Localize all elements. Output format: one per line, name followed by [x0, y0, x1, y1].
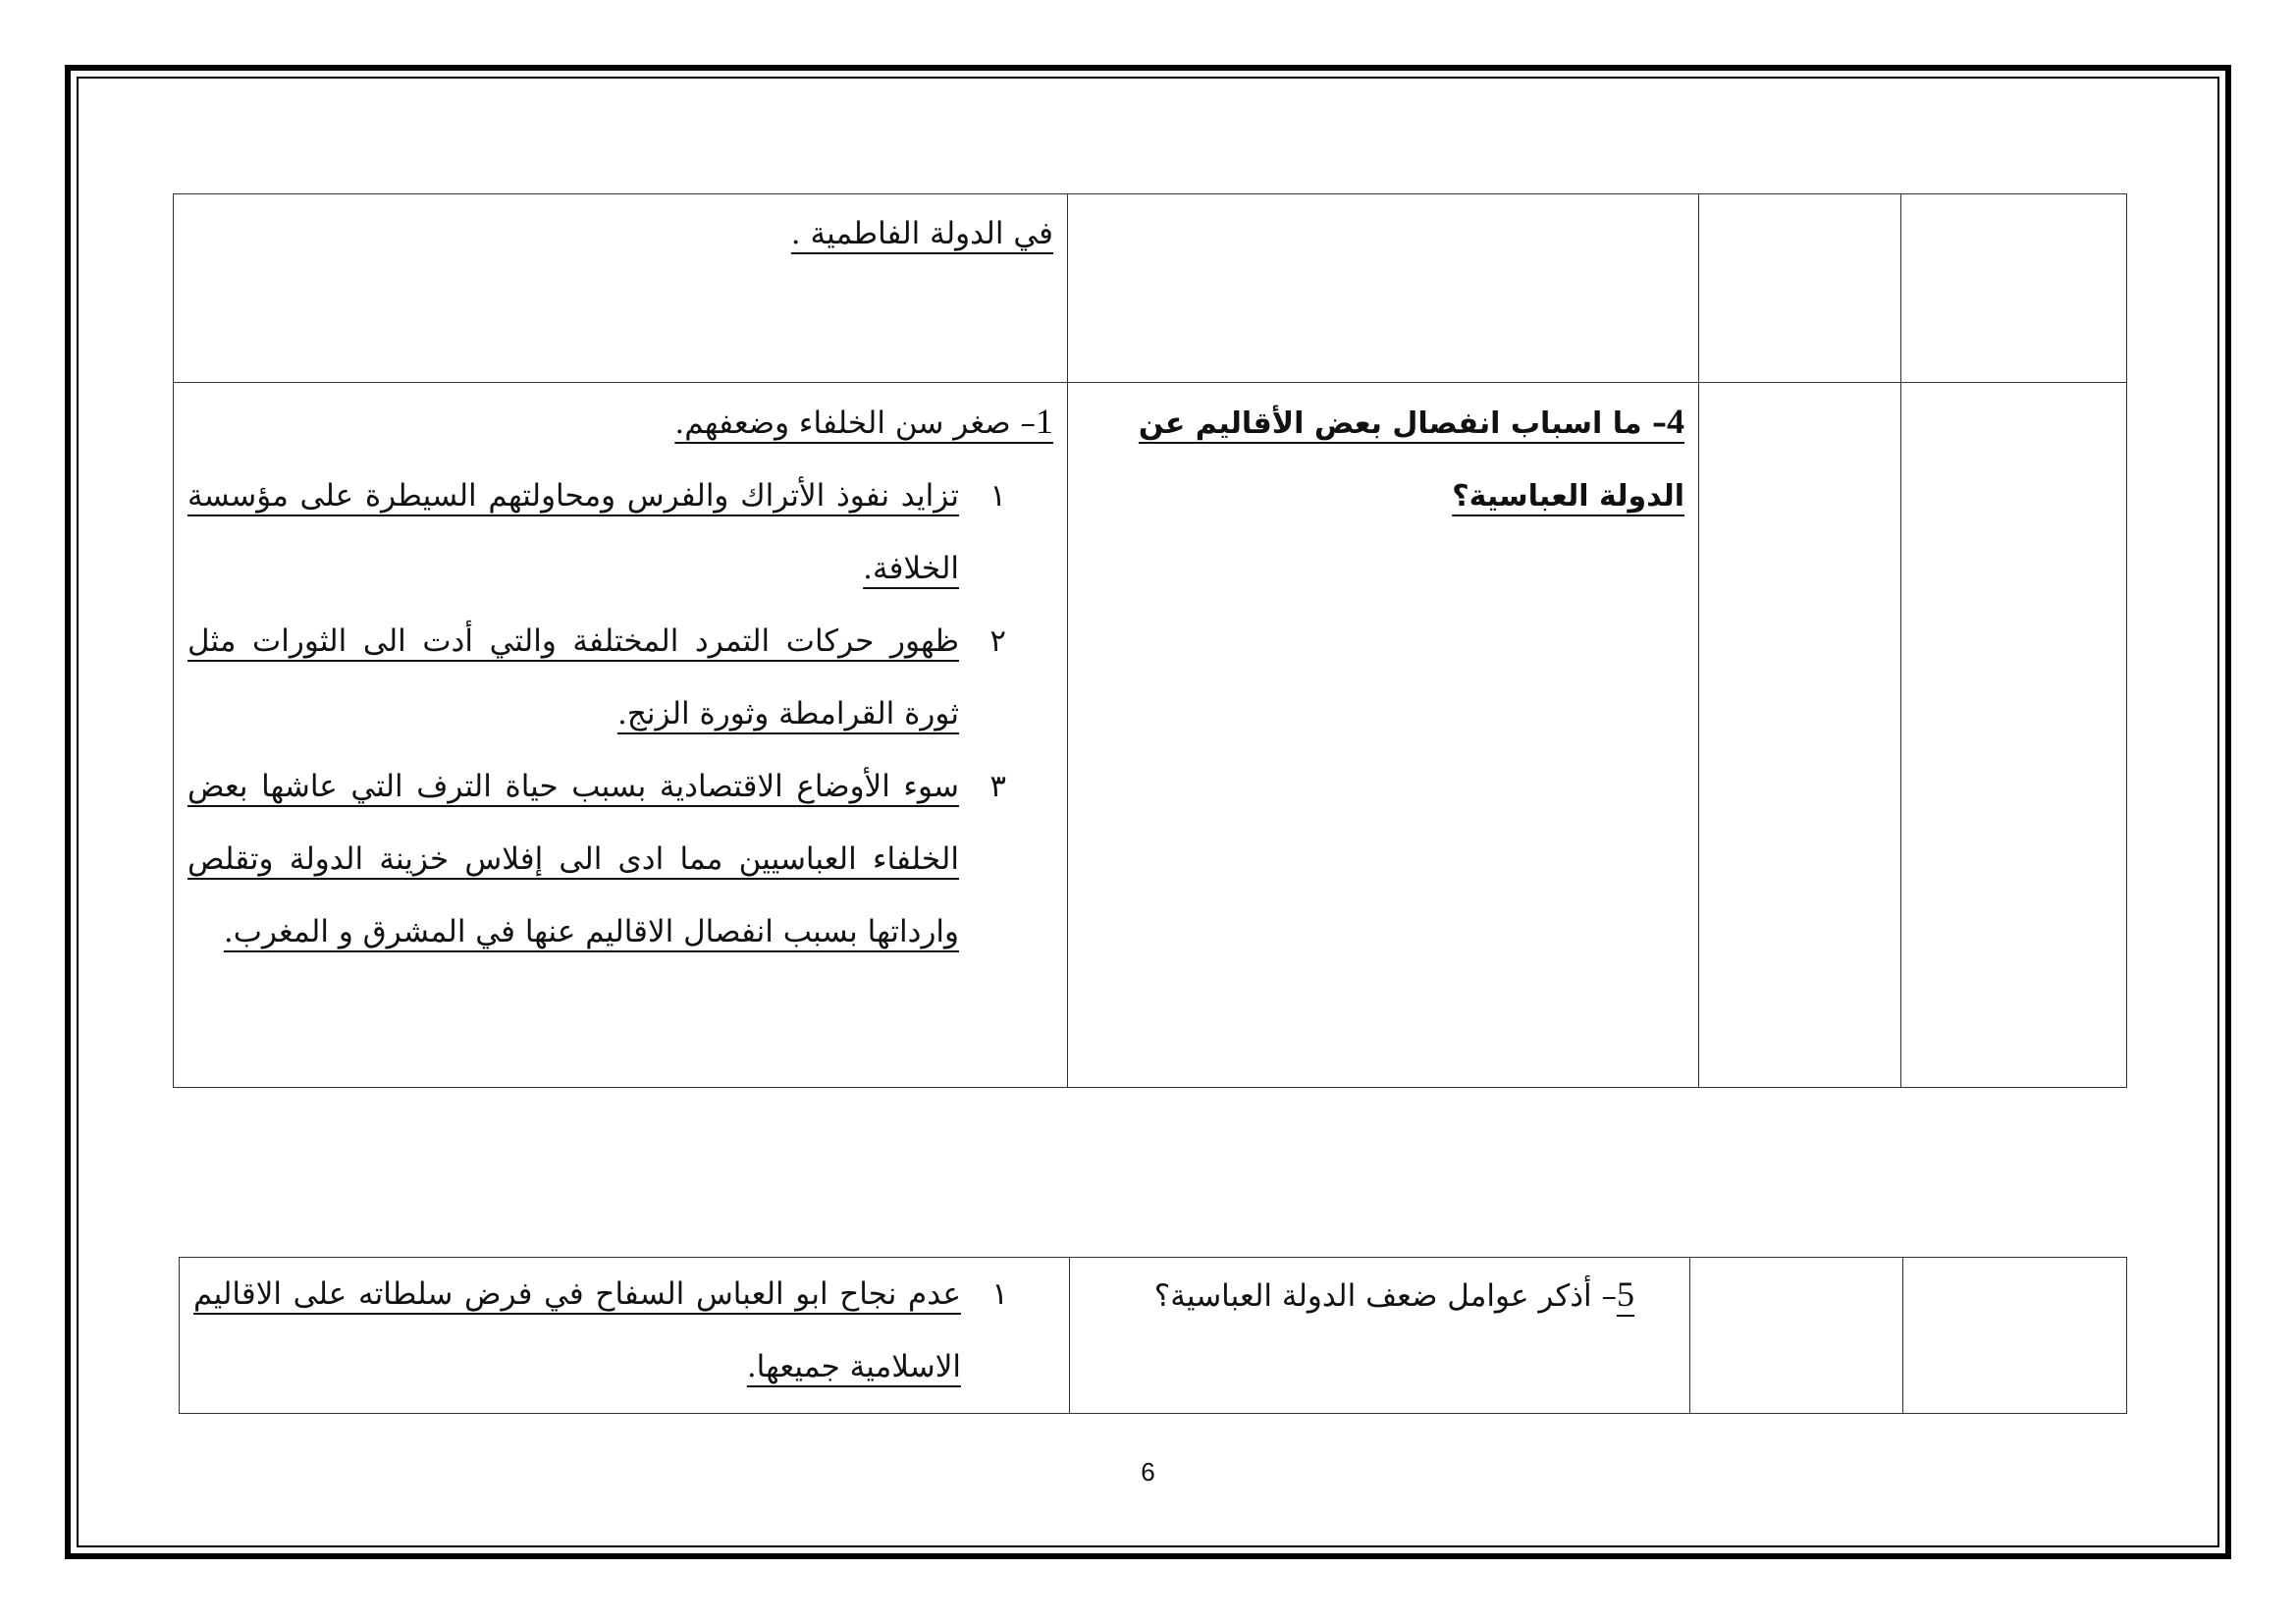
- questions-table-1: [173, 193, 2127, 1088]
- list-item: [187, 750, 1006, 968]
- question-number: 4: [1667, 402, 1684, 441]
- answer-list: [187, 460, 1006, 968]
- answer-lead: [187, 385, 1053, 460]
- question-5: [1084, 1258, 1634, 1332]
- list-item: [187, 605, 1006, 750]
- questions-table-2: [179, 1257, 2127, 1414]
- page-number: 6: [1141, 1457, 1155, 1487]
- list-marker: ١: [991, 1276, 1008, 1312]
- question-text: – ما اسباب انفصال بعض الأقاليم عن الدولة العباسية؟: [1138, 406, 1684, 514]
- question-4: [1082, 385, 1684, 533]
- list-marker: ١: [989, 478, 1006, 514]
- empty-cell: [1903, 1258, 2127, 1414]
- answer-lead-number: 1: [1036, 402, 1053, 441]
- list-marker: ٣: [989, 769, 1006, 804]
- question-cell: [1068, 194, 1699, 383]
- empty-cell: [1699, 194, 1901, 383]
- list-item-text: ظهور حركات التمرد المختلفة والتي أدت الى الثورات مثل ثورة القرامطة وثورة الزنج.: [187, 623, 959, 731]
- answer-lead-text: – صغر سن الخلفاء وضعفهم.: [674, 406, 1036, 441]
- question-number: 5: [1617, 1274, 1634, 1314]
- answer-cell: [174, 383, 1068, 1088]
- list-marker: ٢: [989, 623, 1006, 659]
- empty-cell: [1699, 383, 1901, 1088]
- question-cell: [1068, 383, 1699, 1088]
- table-row: [174, 383, 2127, 1088]
- answer-cell: [174, 194, 1068, 383]
- list-item-text: عدم نجاح ابو العباس السفاح في فرض سلطاته على الاقاليم الاسلامية جميعها.: [193, 1276, 961, 1384]
- answer-list: [193, 1258, 1008, 1403]
- answer-text: في الدولة الفاطمية .: [790, 216, 1053, 251]
- answer-cell: [180, 1258, 1070, 1414]
- empty-cell: [1901, 194, 2127, 383]
- table-row: [180, 1258, 2127, 1414]
- empty-cell: [1690, 1258, 1903, 1414]
- question-text: – أذكر عوامل ضعف الدولة العباسية؟: [1153, 1278, 1617, 1314]
- list-item: [193, 1258, 1008, 1403]
- table-row: [174, 194, 2127, 383]
- empty-cell: [1901, 383, 2127, 1088]
- list-item-text: سوء الأوضاع الاقتصادية بسبب حياة الترف التي عاشها بعض الخلفاء العباسيين مما ادى الى إفلاس خزينة الدولة وتقلص وارداتها بسبب انفصال الاقاليم عنها في المشرق و المغرب.: [187, 769, 959, 949]
- question-cell: [1070, 1258, 1690, 1414]
- list-item-text: تزايد نفوذ الأتراك والفرس ومحاولتهم السيطرة على مؤسسة الخلافة.: [187, 478, 959, 586]
- list-item: [187, 460, 1006, 605]
